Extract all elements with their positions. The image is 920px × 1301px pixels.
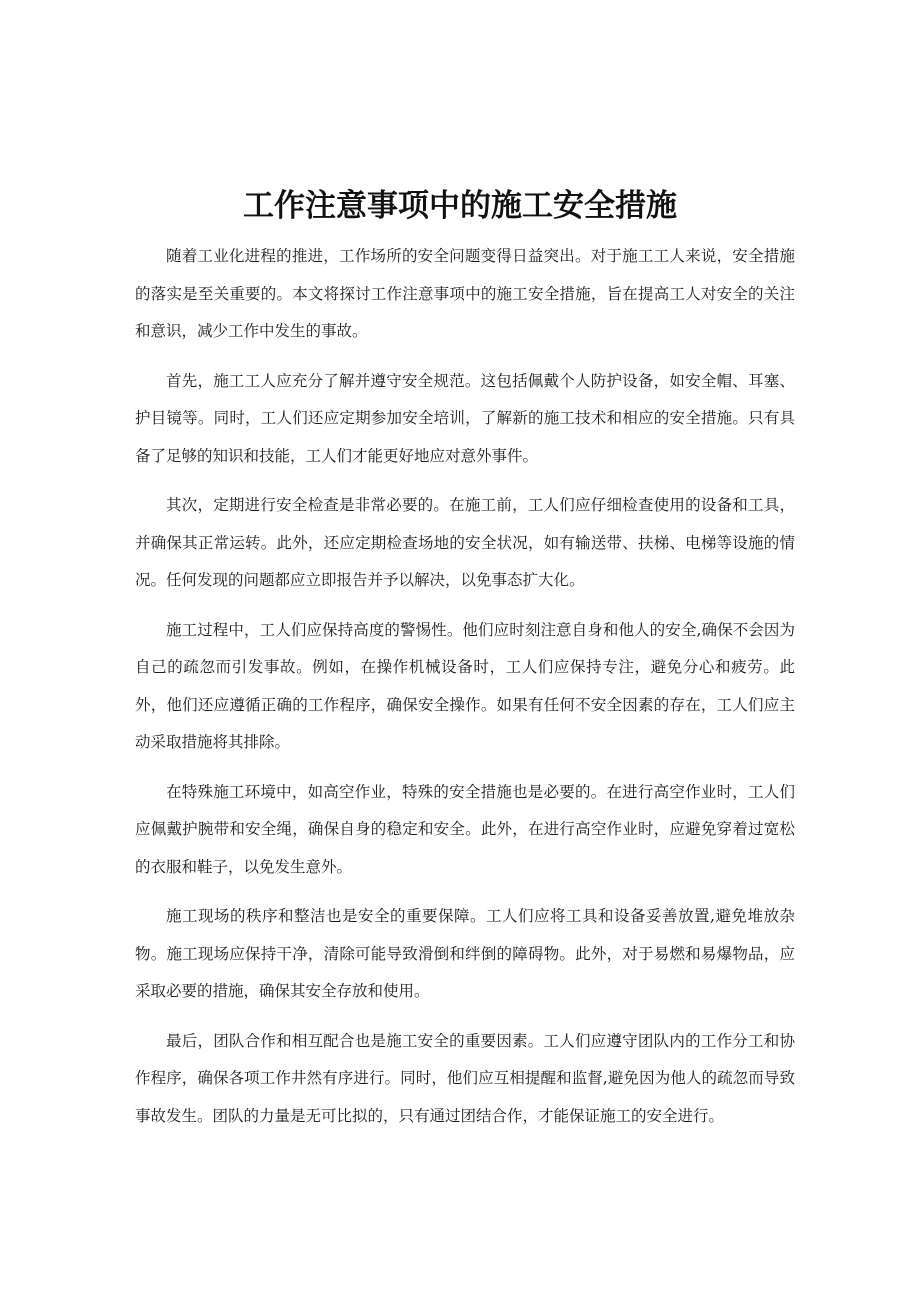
paragraph-inspection: 其次，定期进行安全检查是非常必要的。在施工前，工人们应仔细检查使用的设备和工具，并确保其正常运转。此外，还应定期检查场地的安全状况，如有输送带、扶梯、电梯等设施的情况。任何发现的问题都应立即报告并予以解决，以免事态扩大化。 [135, 496, 795, 589]
paragraph-high-altitude: 在特殊施工环境中，如高空作业，特殊的安全措施也是必要的。在进行高空作业时，工人们应佩戴护腕带和安全绳，确保自身的稳定和安全。此外，在进行高空作业时，应避免穿着过宽松的衣服和鞋子，以免发生意外。 [135, 782, 795, 876]
paragraph-vigilance: 施工过程中，工人们应保持高度的警惕性。他们应时刻注意自身和他人的安全,确保不会因为自己的疏忽而引发事故。例如，在操作机械设备时，工人们应保持专注，避免分心和疲劳。此外，他们还应遵循正确的工作程序，确保安全操作。如果有任何不安全因素的存在，工人们应主动采取措施将其排除。 [135, 620, 795, 751]
document-body [135, 238, 795, 1147]
document-title: 工作注意事项中的施工安全措施 [243, 187, 677, 224]
paragraph-intro: 随着工业化进程的推进，工作场所的安全问题变得日益突出。对于施工工人来说，安全措施的落实是至关重要的。本文将探讨工作注意事项中的施工安全措施，旨在提高工人对安全的关注和意识，减少工作中发生的事故。 [135, 247, 795, 340]
paragraph-teamwork: 最后，团队合作和相互配合也是施工安全的重要因素。工人们应遵守团队内的工作分工和协作程序，确保各项工作井然有序进行。同时，他们应互相提醒和监督,避免因为他人的疏忽而导致事故发生。团队的力量是无可比拟的，只有通过团结合作，才能保证施工的安全进行。 [135, 1031, 795, 1125]
paragraph-site-order: 施工现场的秩序和整洁也是安全的重要保障。工人们应将工具和设备妥善放置,避免堆放杂物。施工现场应保持干净，清除可能导致滑倒和绊倒的障碍物。此外，对于易燃和易爆物品，应采取必要的措施，确保其安全存放和使用。 [135, 907, 795, 1000]
paragraph-safety-rules: 首先，施工工人应充分了解并遵守安全规范。这包括佩戴个人防护设备，如安全帽、耳塞、护目镜等。同时，工人们还应定期参加安全培训，了解新的施工技术和相应的安全措施。只有具备了足够的知识和技能，工人们才能更好地应对意外事件。 [135, 371, 795, 465]
